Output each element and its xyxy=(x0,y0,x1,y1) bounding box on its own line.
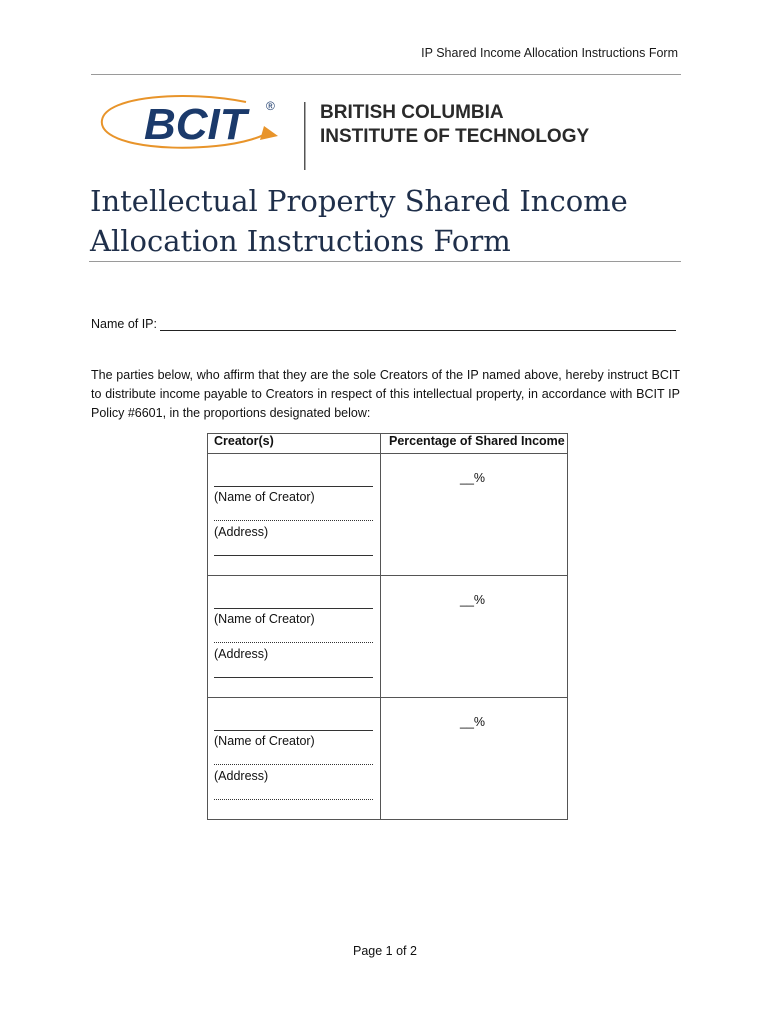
logo-line2: INSTITUTE OF TECHNOLOGY xyxy=(320,126,590,147)
creator-address-field[interactable] xyxy=(214,520,373,522)
table-row xyxy=(208,698,568,820)
percentage-field[interactable]: __% xyxy=(460,715,486,729)
creator-address-label: (Address) xyxy=(214,769,269,783)
intro-paragraph: The parties below, who affirm that they are the sole Creators of the IP named above, hereby instruct BCIT to distribute income payable to Creators in respect of this intellectual property, in accordance with BCIT IP Policy #6601, in the proportions designated below: xyxy=(91,368,680,420)
percentage-cell xyxy=(381,576,568,698)
title-line-2: Allocation Instructions Form xyxy=(90,224,511,258)
name-of-ip-row xyxy=(91,316,676,331)
creator-name-label: (Name of Creator) xyxy=(214,490,315,504)
percentage-field[interactable]: __% xyxy=(460,593,486,607)
name-of-ip-field[interactable] xyxy=(160,316,676,331)
page-number: Page 1 of 2 xyxy=(353,944,417,958)
running-header: IP Shared Income Allocation Instructions Form xyxy=(421,46,678,60)
percentage-cell xyxy=(381,454,568,576)
creator-address-line2-field[interactable] xyxy=(214,677,373,678)
table-row xyxy=(208,454,568,576)
title-divider xyxy=(89,261,681,262)
creator-cell xyxy=(208,576,381,698)
bcit-logo-graphic xyxy=(96,94,590,174)
creator-cell xyxy=(208,698,381,820)
creator-name-field[interactable] xyxy=(214,608,373,609)
creator-address-label: (Address) xyxy=(214,525,269,539)
creators-column-header: Creator(s) xyxy=(208,434,381,454)
header-divider xyxy=(91,74,681,75)
creator-name-field[interactable] xyxy=(214,486,373,487)
percentage-cell xyxy=(381,698,568,820)
creator-name-label: (Name of Creator) xyxy=(214,734,315,748)
bcit-logo xyxy=(96,94,590,174)
table-row xyxy=(208,576,568,698)
creator-cell xyxy=(208,454,381,576)
creator-address-label: (Address) xyxy=(214,647,269,661)
logo-wordmark: BCIT xyxy=(144,100,247,149)
name-of-ip-label: Name of IP: xyxy=(91,317,157,331)
creator-address-field[interactable] xyxy=(214,642,373,644)
creator-name-field[interactable] xyxy=(214,730,373,731)
logo-line1: BRITISH COLUMBIA xyxy=(320,102,504,123)
page-title xyxy=(90,181,690,261)
percentage-column-header: Percentage of Shared Income xyxy=(381,434,568,454)
percentage-field[interactable]: __% xyxy=(460,471,486,485)
title-line-1: Intellectual Property Shared Income xyxy=(90,184,628,218)
creator-address-line2-field[interactable] xyxy=(214,555,373,556)
logo-registered-mark: ® xyxy=(266,99,275,113)
creator-name-label: (Name of Creator) xyxy=(214,612,315,626)
creators-table xyxy=(207,433,568,820)
creator-address-line2-field[interactable] xyxy=(214,799,373,801)
creator-address-field[interactable] xyxy=(214,764,373,766)
